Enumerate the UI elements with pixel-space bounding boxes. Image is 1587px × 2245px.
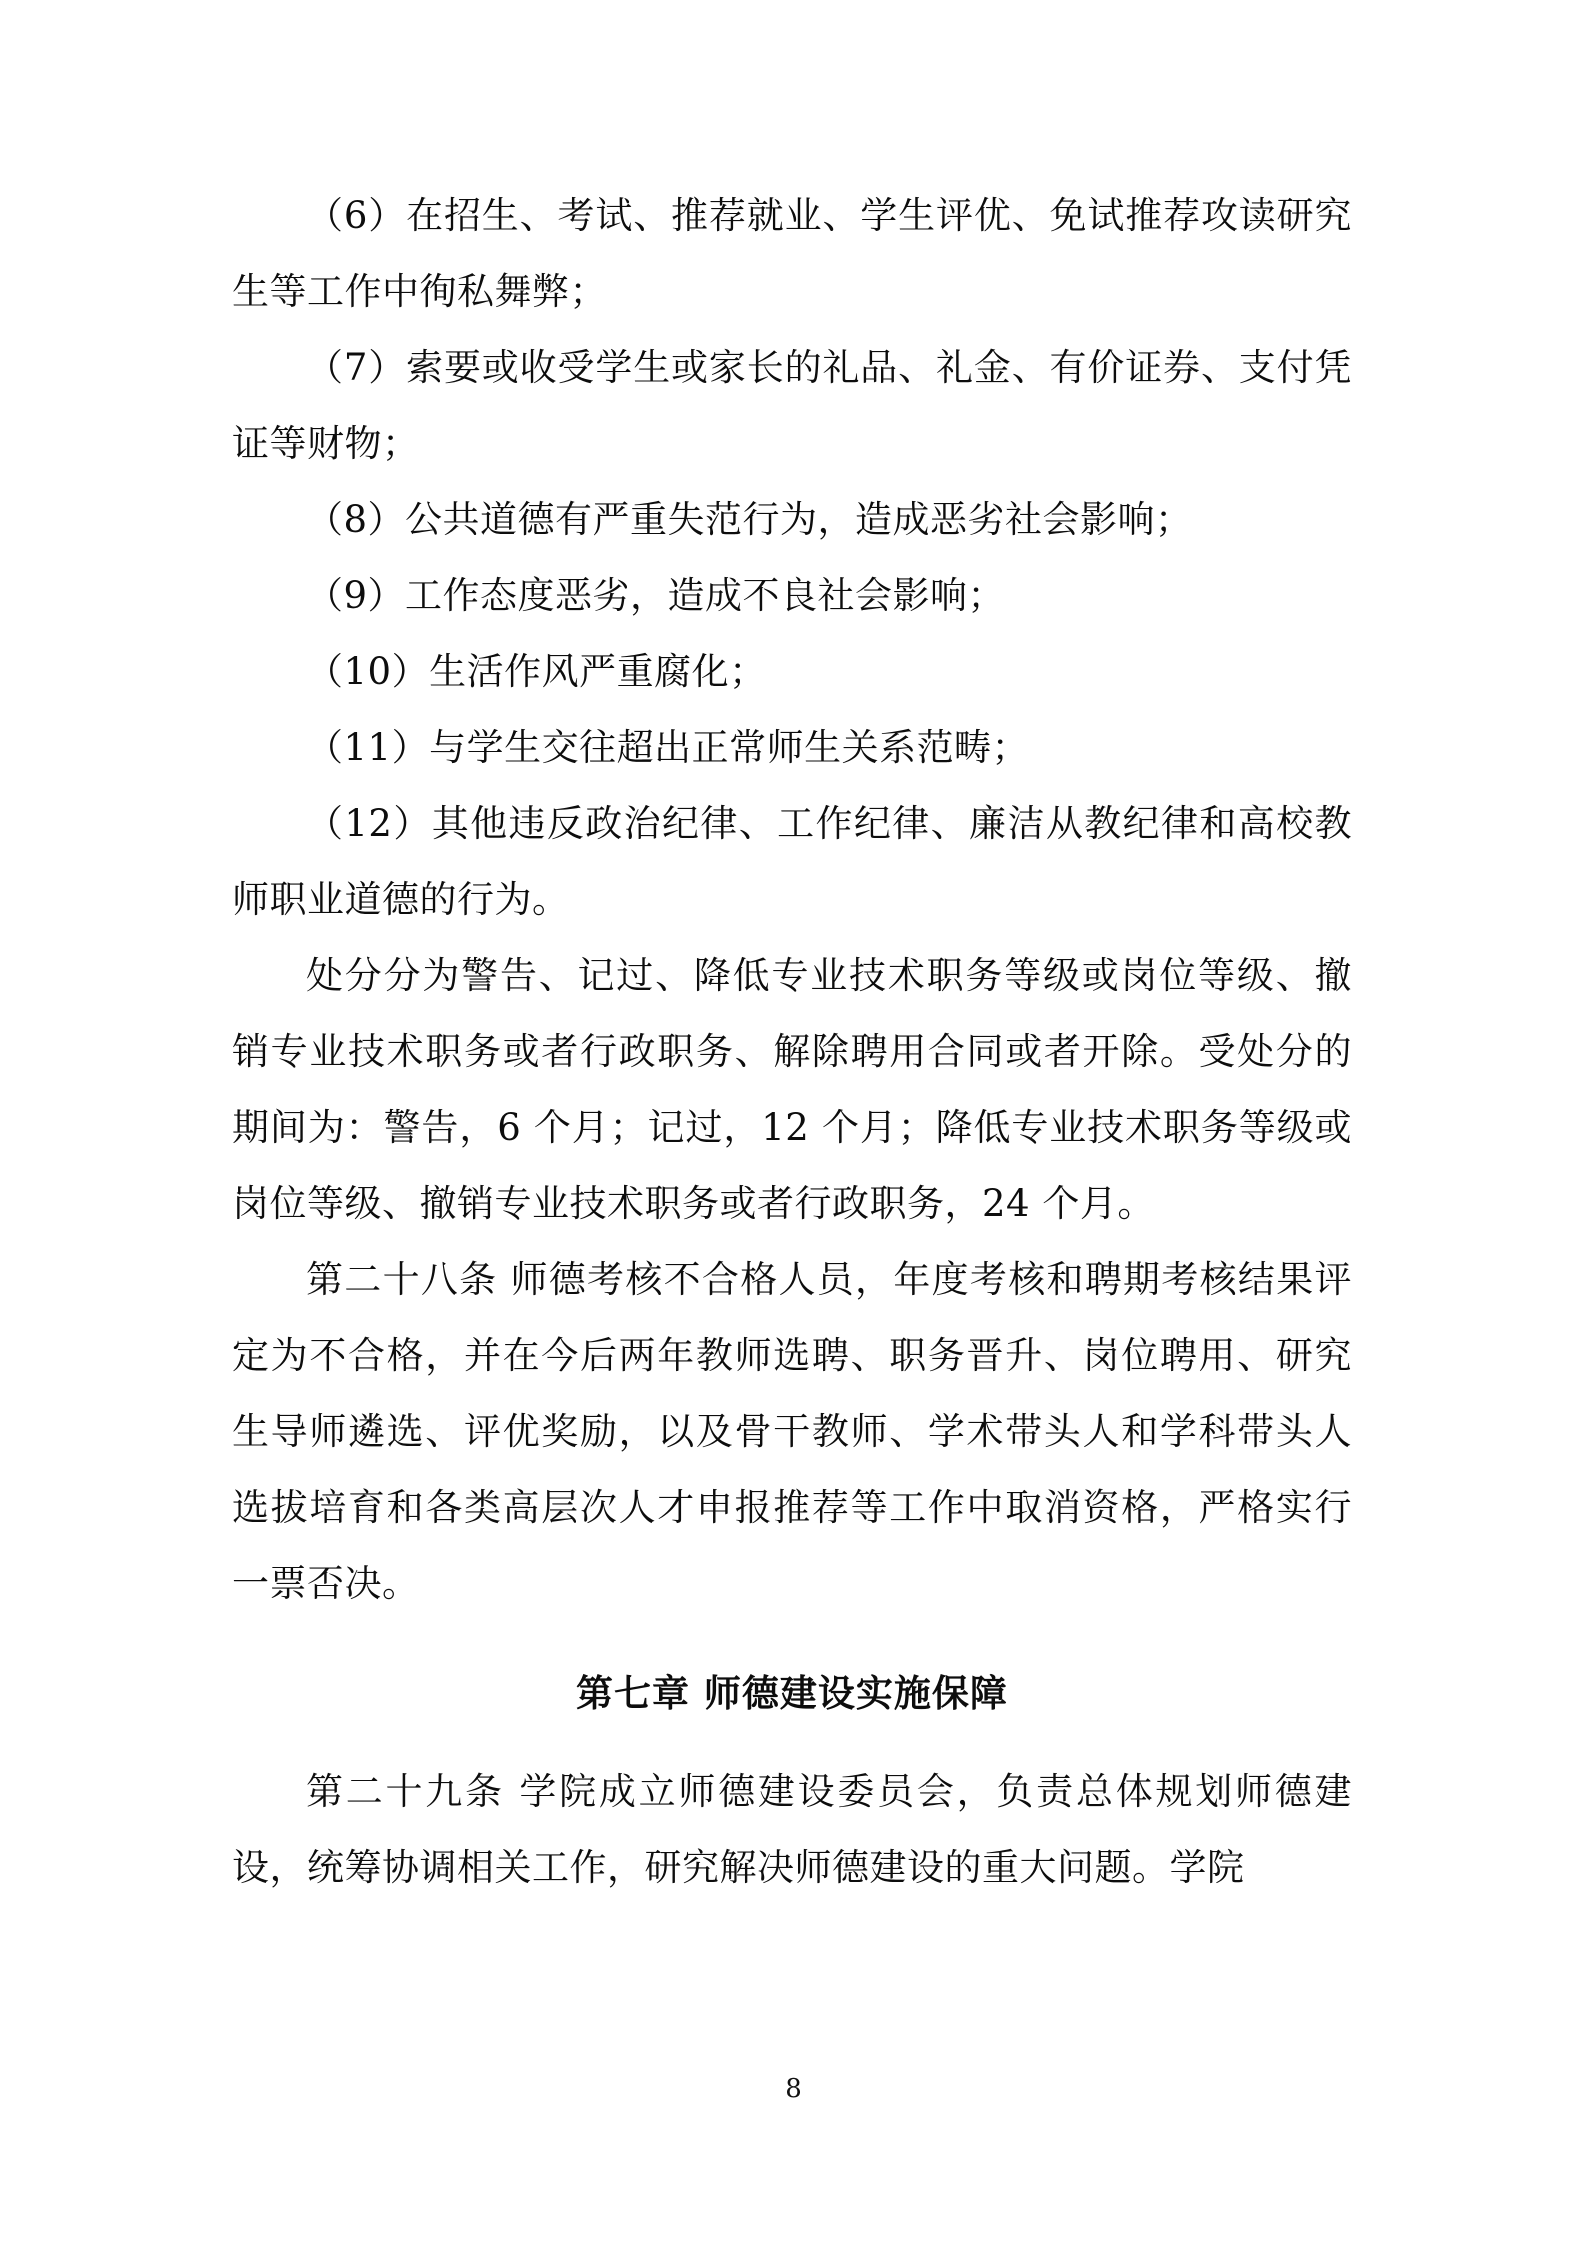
page-body <box>232 178 1352 1906</box>
clause-item-8: （8）公共道德有严重失范行为，造成恶劣社会影响； <box>306 498 1193 541</box>
clause-item-9: （9）工作态度恶劣，造成不良社会影响； <box>306 574 1006 617</box>
clause-item-11: （11）与学生交往超出正常师生关系范畴； <box>306 726 1030 769</box>
paragraph-punishment-types: 处分分为警告、记过、降低专业技术职务等级或岗位等级、撤销专业技术职务或者行政职务、解除聘用合同或者开除。受处分的期间为：警告，6 个月；记过，12 个月；降低专业技术职务等级或岗位等级、撤销专业技术职务或者行政职务，24 个月。 <box>232 954 1352 1225</box>
clause-item-10: （10）生活作风严重腐化； <box>306 650 767 693</box>
page-number: 8 <box>785 2074 802 2104</box>
clause-item-12: （12）其他违反政治纪律、工作纪律、廉洁从教纪律和高校教师职业道德的行为。 <box>232 802 1352 921</box>
clause-item-7: （7）索要或收受学生或家长的礼品、礼金、有价证券、支付凭证等财物； <box>232 346 1352 465</box>
chapter-7-heading: 第七章 师德建设实施保障 <box>576 1672 1008 1715</box>
article-29: 第二十九条 学院成立师德建设委员会，负责总体规划师德建设，统筹协调相关工作，研究解决师德建设的重大问题。学院 <box>232 1770 1352 1889</box>
article-28: 第二十八条 师德考核不合格人员，年度考核和聘期考核结果评定为不合格，并在今后两年教师选聘、职务晋升、岗位聘用、研究生导师遴选、评优奖励，以及骨干教师、学术带头人和学科带头人选拔培育和各类高层次人才申报推荐等工作中取消资格，严格实行一票否决。 <box>232 1258 1352 1605</box>
clause-item-6: （6）在招生、考试、推荐就业、学生评优、免试推荐攻读研究生等工作中徇私舞弊； <box>232 194 1352 313</box>
